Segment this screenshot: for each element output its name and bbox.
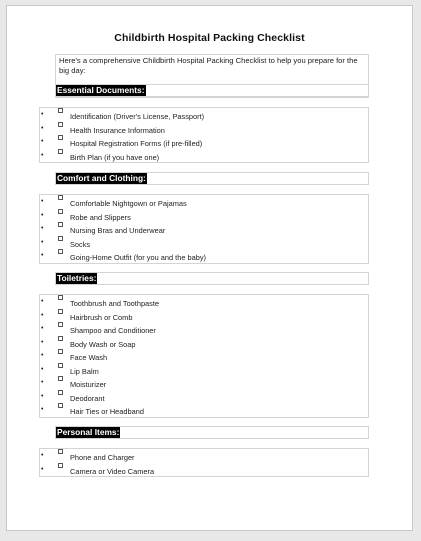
item-label: Comfortable Nightgown or Pajamas (70, 199, 187, 208)
checkbox[interactable] (58, 209, 63, 214)
item-label: Toothbrush and Toothpaste (70, 299, 160, 308)
bullet-icon: • (41, 151, 44, 159)
bullet-icon: • (41, 198, 44, 205)
item-label: Moisturizer (70, 380, 107, 389)
list-item (40, 222, 368, 236)
checklist (39, 194, 369, 264)
bullet-icon: • (41, 392, 44, 400)
list-item (40, 363, 368, 377)
item-label: Identification (Driver's License, Passport) (70, 112, 205, 121)
section-heading: Toiletries: (57, 273, 97, 283)
section-heading-box (55, 426, 369, 439)
intro-paragraph: Here's a comprehensive Childbirth Hospital Packing Checklist to help you prepare for the big day: (55, 54, 369, 98)
bullet-icon: • (41, 211, 44, 219)
item-label: Hair Ties or Headband (70, 407, 144, 416)
bullet-icon: • (41, 338, 44, 346)
list-item (40, 463, 368, 477)
item-label: Hairbrush or Comb (70, 312, 133, 322)
list-item (40, 376, 368, 390)
list-item (40, 122, 368, 136)
item-label: Shampoo and Conditioner (70, 326, 156, 335)
section-heading: Essential Documents: (57, 85, 145, 95)
list-item (40, 449, 368, 463)
checkbox[interactable] (58, 249, 63, 254)
item-label: Health Insurance Information (70, 125, 165, 135)
checkbox[interactable] (58, 322, 63, 327)
item-label: Hospital Registration Forms (if pre-filled) (70, 139, 203, 148)
bullet-icon: • (41, 352, 44, 359)
checkbox[interactable] (58, 403, 63, 408)
section-heading-box (55, 272, 369, 285)
section-essential-documents (41, 84, 369, 162)
checkbox[interactable] (58, 135, 63, 140)
list-item (40, 108, 368, 122)
item-label: Birth Plan (if you have one) (70, 152, 160, 162)
checkbox[interactable] (58, 449, 63, 454)
list-item (40, 322, 368, 336)
section-personal-items (41, 426, 369, 476)
checkbox[interactable] (58, 108, 63, 113)
section-heading: Personal Items: (57, 427, 120, 437)
checkbox[interactable] (58, 236, 63, 241)
checkbox[interactable] (58, 463, 63, 468)
page-title: Childbirth Hospital Packing Checklist (114, 32, 305, 44)
bullet-icon: • (41, 465, 44, 473)
item-label: Lip Balm (70, 366, 99, 376)
section-heading: Comfort and Clothing: (57, 173, 146, 183)
section-heading-box (55, 172, 369, 185)
list-item (40, 336, 368, 350)
bullet-icon: • (41, 225, 44, 232)
section-comfort-and-clothing (41, 172, 369, 262)
bullet-icon: • (41, 325, 44, 332)
checklist (39, 107, 369, 163)
section-heading-box (55, 84, 369, 97)
bullet-icon: • (41, 406, 44, 413)
item-label: Socks (70, 239, 91, 249)
checkbox[interactable] (58, 376, 63, 381)
list-item (40, 295, 368, 309)
list-item (40, 349, 368, 363)
list-item (40, 209, 368, 223)
item-label: Body Wash or Soap (70, 339, 136, 349)
list-item (40, 390, 368, 404)
checklist (39, 448, 369, 477)
list-item (40, 135, 368, 149)
document-page (6, 5, 413, 531)
item-label: Nursing Bras and Underwear (70, 226, 166, 235)
checkbox[interactable] (58, 222, 63, 227)
bullet-icon: • (41, 124, 44, 132)
bullet-icon: • (41, 365, 44, 373)
bullet-icon: • (41, 452, 44, 459)
bullet-icon: • (41, 238, 44, 246)
list-item (40, 309, 368, 323)
item-label: Phone and Charger (70, 453, 135, 462)
checkbox[interactable] (58, 309, 63, 314)
checkbox[interactable] (58, 336, 63, 341)
item-label: Camera or Video Camera (70, 466, 155, 476)
bullet-icon: • (41, 298, 44, 305)
checkbox[interactable] (58, 390, 63, 395)
list-item (40, 403, 368, 417)
bullet-icon: • (41, 138, 44, 145)
item-label: Robe and Slippers (70, 212, 131, 222)
bullet-icon: • (41, 379, 44, 386)
checkbox[interactable] (58, 122, 63, 127)
list-item (40, 236, 368, 250)
checklist (39, 294, 369, 418)
list-item (40, 249, 368, 263)
item-label: Going-Home Outfit (for you and the baby) (70, 253, 206, 262)
checkbox[interactable] (58, 363, 63, 368)
checkbox[interactable] (58, 349, 63, 354)
section-toiletries (41, 272, 369, 416)
list-item (40, 149, 368, 163)
checkbox[interactable] (58, 195, 63, 200)
item-label: Deodorant (70, 393, 105, 403)
item-label: Face Wash (70, 353, 108, 362)
checkbox[interactable] (58, 295, 63, 300)
bullet-icon: • (41, 311, 44, 319)
bullet-icon: • (41, 111, 44, 118)
list-item (40, 195, 368, 209)
bullet-icon: • (41, 252, 44, 259)
checkbox[interactable] (58, 149, 63, 154)
